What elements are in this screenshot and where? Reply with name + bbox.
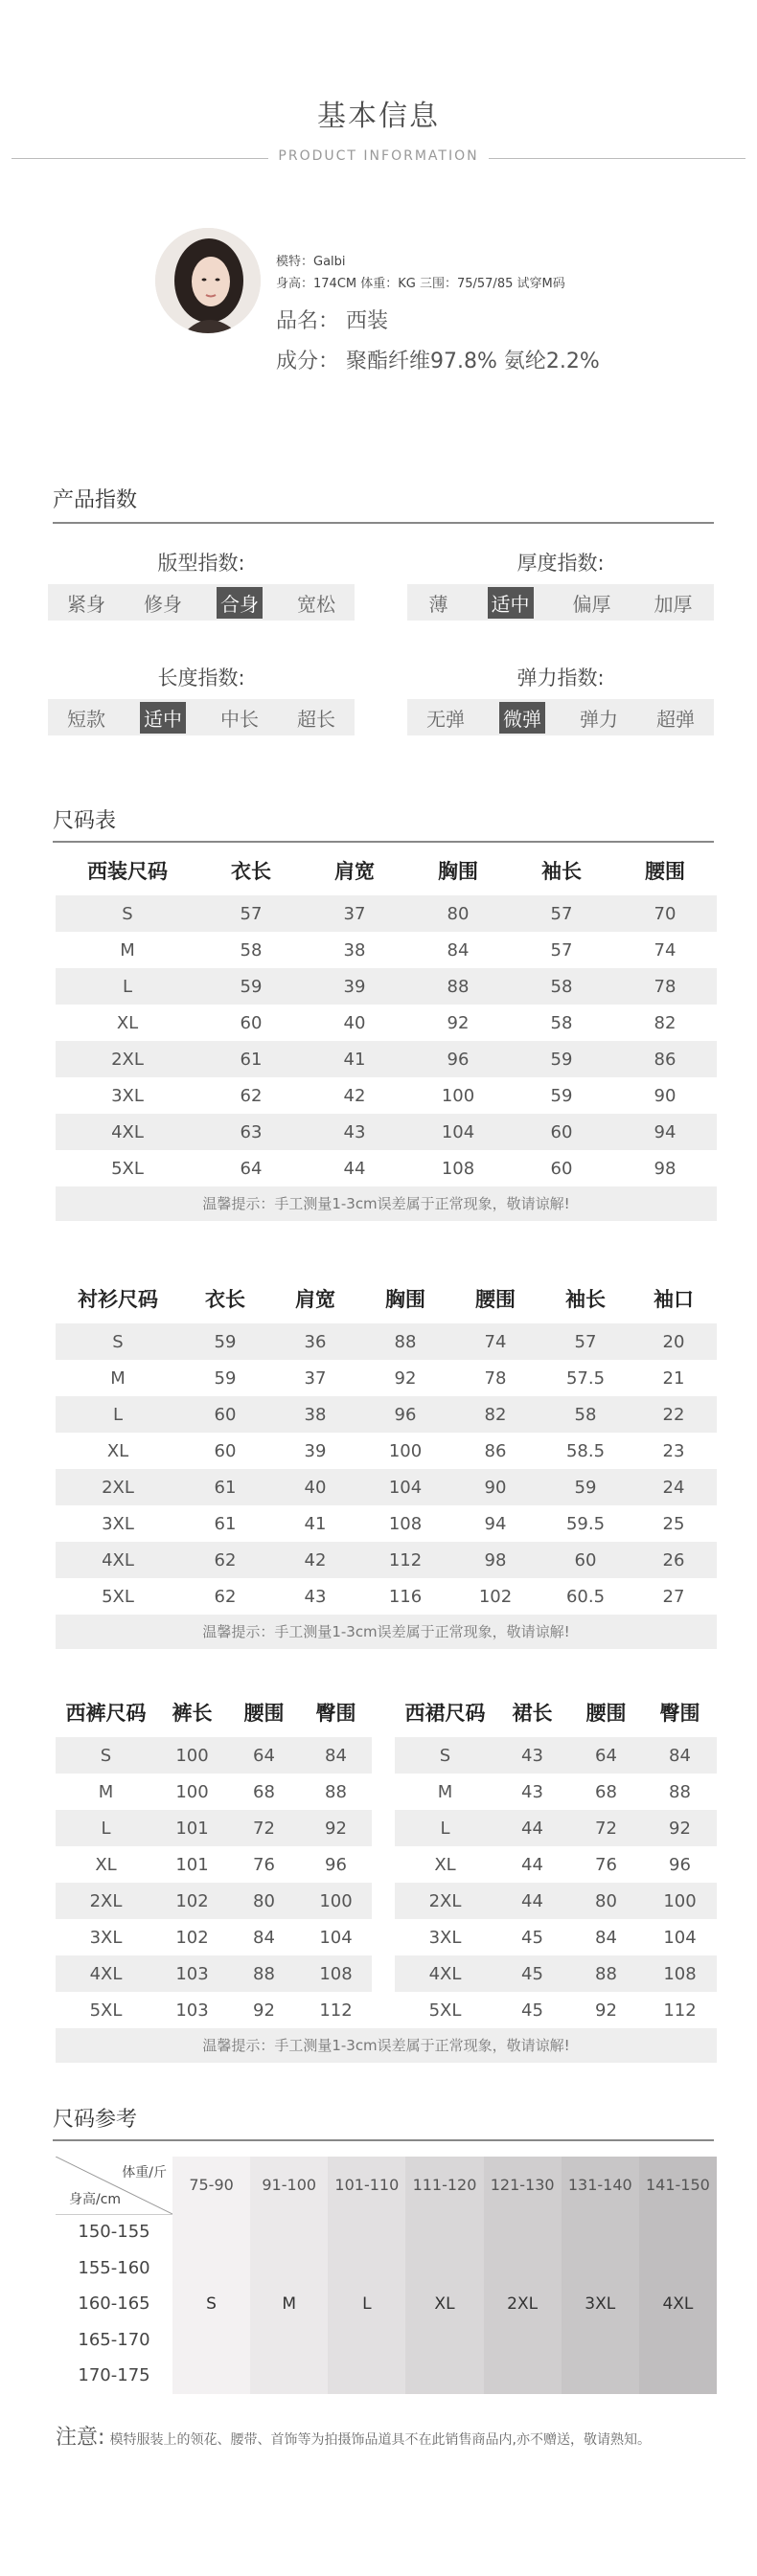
table-cell: 26 xyxy=(631,1542,717,1578)
table-cell: 100 xyxy=(300,1883,372,1919)
table-cell: 68 xyxy=(595,1781,617,1802)
table-cell: 43 xyxy=(304,1586,327,1607)
length-index-bar xyxy=(48,699,355,735)
table-cell: 59 xyxy=(214,1367,237,1389)
table-cell: L xyxy=(395,1810,495,1846)
table-cell: 57 xyxy=(540,1323,631,1360)
fit-index-label: 版型指数: xyxy=(157,552,245,575)
table-cell: 3XL xyxy=(111,1085,144,1106)
table-cell: 86 xyxy=(484,1440,507,1461)
height-range: 160-165 xyxy=(78,2294,150,2315)
skirt-size-table xyxy=(395,1687,717,2028)
fit-option-selected: 合身 xyxy=(217,587,263,619)
table-cell: 59 xyxy=(550,1085,573,1106)
column-header: 腰围 xyxy=(475,1288,516,1311)
table-cell: 5XL xyxy=(111,1158,144,1179)
table-cell: 41 xyxy=(303,1041,406,1077)
table-row xyxy=(56,1542,717,1578)
table-row xyxy=(56,1005,717,1041)
table-cell: 78 xyxy=(613,968,717,1005)
table-cell: 82 xyxy=(654,1012,677,1033)
table-row xyxy=(56,932,717,968)
table-cell: L xyxy=(56,1396,180,1433)
table-cell: M xyxy=(98,1781,114,1802)
table-row xyxy=(56,1114,717,1150)
table-cell: XL xyxy=(434,1854,456,1875)
table-cell: 23 xyxy=(662,1440,685,1461)
table-row xyxy=(56,1077,717,1114)
size-value: 3XL xyxy=(585,2294,616,2314)
column-header: 臀围 xyxy=(315,1702,356,1725)
reference-section-divider xyxy=(53,2139,714,2141)
size-section-title: 尺码表 xyxy=(53,809,117,833)
table-cell: 58 xyxy=(540,1396,631,1433)
table-row xyxy=(56,1433,717,1469)
table-cell: 64 xyxy=(569,1737,643,1774)
table-cell: 96 xyxy=(325,1854,347,1875)
table-cell: 84 xyxy=(300,1737,372,1774)
size-tip: 温馨提示：手工测量1-3cm误差属于正常现象，敬请谅解! xyxy=(56,1615,717,1649)
weight-range: 91-100 xyxy=(262,2176,317,2194)
table-cell: 60 xyxy=(510,1114,613,1150)
table-cell: 38 xyxy=(270,1396,360,1433)
table-cell: 112 xyxy=(360,1542,450,1578)
length-option: 超长 xyxy=(297,707,335,731)
table-row xyxy=(56,1505,717,1542)
table-cell: 43 xyxy=(521,1781,543,1802)
table-cell: 37 xyxy=(303,895,406,932)
table-cell: 4XL xyxy=(56,1955,156,1992)
table-row xyxy=(56,1469,717,1505)
table-cell: 94 xyxy=(613,1114,717,1150)
table-cell: 60 xyxy=(540,1542,631,1578)
table-cell: 57 xyxy=(550,939,573,960)
fit-index-bar xyxy=(48,584,355,621)
table-cell: 80 xyxy=(406,895,510,932)
table-cell: XL xyxy=(95,1854,117,1875)
elasticity-option: 弹力 xyxy=(580,707,618,731)
model-avatar xyxy=(155,228,261,333)
table-cell: 104 xyxy=(406,1114,510,1150)
product-name: 品名： 西装 xyxy=(276,309,388,333)
table-cell: 100 xyxy=(175,1781,209,1802)
table-cell: 37 xyxy=(304,1367,327,1389)
table-cell: 5XL xyxy=(428,2000,462,2021)
table-cell: 63 xyxy=(199,1114,303,1150)
column-header: 西裤尺码 xyxy=(65,1702,147,1725)
table-row xyxy=(395,1846,717,1883)
thickness-index-label: 厚度指数: xyxy=(516,552,605,575)
column-header: 衣长 xyxy=(231,860,271,883)
table-row xyxy=(56,1919,372,1955)
size-tip: 温馨提示：手工测量1-3cm误差属于正常现象，敬请谅解! xyxy=(56,2028,717,2063)
table-row xyxy=(56,1846,372,1883)
height-range: 165-170 xyxy=(78,2329,150,2350)
table-cell: 94 xyxy=(484,1513,507,1534)
shirt-size-table xyxy=(56,1274,717,1615)
table-cell: 88 xyxy=(569,1955,643,1992)
table-cell: 70 xyxy=(613,895,717,932)
table-cell: 38 xyxy=(343,939,366,960)
column-header: 肩宽 xyxy=(334,860,375,883)
table-cell: 74 xyxy=(654,939,677,960)
table-cell: 60.5 xyxy=(565,1586,606,1607)
table-cell: 108 xyxy=(388,1513,423,1534)
table-cell: 88 xyxy=(669,1781,691,1802)
fit-option: 宽松 xyxy=(297,592,335,616)
table-cell: 44 xyxy=(495,1883,569,1919)
table-row xyxy=(56,1992,372,2028)
table-cell: 58.5 xyxy=(565,1440,606,1461)
table-cell: 92 xyxy=(595,2000,617,2021)
table-cell: 41 xyxy=(304,1513,327,1534)
table-cell: 44 xyxy=(521,1854,543,1875)
table-row xyxy=(56,968,717,1005)
table-cell: 27 xyxy=(662,1586,685,1607)
suit-size-table xyxy=(56,846,717,1186)
table-cell: 90 xyxy=(450,1469,540,1505)
table-cell: 58 xyxy=(240,939,263,960)
weight-range: 111-120 xyxy=(412,2176,477,2194)
table-cell: 100 xyxy=(643,1883,717,1919)
table-cell: 86 xyxy=(613,1041,717,1077)
fit-option: 紧身 xyxy=(67,592,105,616)
table-cell: 3XL xyxy=(89,1927,123,1948)
table-cell: 88 xyxy=(406,968,510,1005)
table-cell: 45 xyxy=(521,2000,543,2021)
table-cell: 20 xyxy=(631,1323,717,1360)
page-title: 基本信息 xyxy=(317,100,440,133)
table-cell: 68 xyxy=(253,1781,275,1802)
table-cell: 88 xyxy=(228,1955,300,1992)
table-cell: 72 xyxy=(569,1810,643,1846)
table-row xyxy=(56,1323,717,1360)
table-cell: L xyxy=(56,1810,156,1846)
index-section-title: 产品指数 xyxy=(53,488,138,512)
table-cell: XL xyxy=(116,1012,139,1033)
column-header: 腰围 xyxy=(645,860,685,883)
table-row xyxy=(56,1810,372,1846)
table-cell: 92 xyxy=(253,2000,275,2021)
table-cell: 112 xyxy=(663,2000,697,2021)
table-cell: 116 xyxy=(388,1586,423,1607)
table-cell: 92 xyxy=(643,1810,717,1846)
table-cell: 101 xyxy=(175,1854,209,1875)
length-option: 中长 xyxy=(220,707,259,731)
table-cell: 108 xyxy=(441,1158,475,1179)
table-cell: 88 xyxy=(360,1323,450,1360)
fit-option: 修身 xyxy=(144,592,182,616)
table-cell: 59 xyxy=(180,1323,270,1360)
thickness-index-bar xyxy=(407,584,714,621)
column-header: 臀围 xyxy=(659,1702,700,1725)
reference-section-title: 尺码参考 xyxy=(53,2108,138,2132)
table-cell: 102 xyxy=(175,1927,209,1948)
table-cell: 103 xyxy=(156,1955,228,1992)
reference-corner xyxy=(56,2157,172,2215)
table-cell: 84 xyxy=(253,1927,275,1948)
table-cell: 92 xyxy=(394,1367,417,1389)
table-cell: 57.5 xyxy=(565,1367,606,1389)
table-cell: 64 xyxy=(240,1158,263,1179)
table-cell: 96 xyxy=(406,1041,510,1077)
column-header: 西裙尺码 xyxy=(404,1702,486,1725)
table-cell: 61 xyxy=(180,1469,270,1505)
table-cell: 112 xyxy=(319,2000,353,2021)
weight-range: 141-150 xyxy=(645,2176,710,2194)
table-row xyxy=(395,1955,717,1992)
weight-range: 131-140 xyxy=(567,2176,632,2194)
table-cell: 59.5 xyxy=(565,1513,606,1534)
table-cell: 2XL xyxy=(56,1883,156,1919)
table-cell: 78 xyxy=(484,1367,507,1389)
table-row xyxy=(395,1810,717,1846)
height-range: 170-175 xyxy=(78,2365,150,2386)
column-header: 肩宽 xyxy=(295,1288,335,1311)
table-cell: 104 xyxy=(319,1927,353,1948)
table-cell: 39 xyxy=(304,1440,327,1461)
thickness-option: 薄 xyxy=(428,592,448,616)
note-text: 模特服装上的领花、腰带、首饰等为拍摄饰品道具不在此销售商品内,亦不赠送，敬请熟知。 xyxy=(109,2432,651,2448)
table-cell: 96 xyxy=(669,1854,691,1875)
table-cell: 58 xyxy=(550,1012,573,1033)
product-composition: 成分： 聚酯纤维97.8% 氨纶2.2% xyxy=(276,350,600,373)
table-cell: 64 xyxy=(228,1737,300,1774)
table-cell: 84 xyxy=(447,939,470,960)
table-cell: 76 xyxy=(253,1854,275,1875)
elasticity-option-selected: 微弹 xyxy=(499,702,545,734)
column-header: 胸围 xyxy=(438,860,478,883)
table-cell: 40 xyxy=(270,1469,360,1505)
column-header: 胸围 xyxy=(385,1288,425,1311)
table-row xyxy=(56,1041,717,1077)
page-subtitle: PRODUCT INFORMATION xyxy=(0,148,757,164)
table-cell: 100 xyxy=(441,1085,475,1106)
table-cell: 80 xyxy=(569,1883,643,1919)
table-cell: 21 xyxy=(662,1367,685,1389)
table-row xyxy=(395,1883,717,1919)
table-cell: 43 xyxy=(495,1737,569,1774)
weight-range: 101-110 xyxy=(334,2176,400,2194)
column-header: 衣长 xyxy=(205,1288,245,1311)
table-cell: 45 xyxy=(521,1927,543,1948)
table-cell: 100 xyxy=(156,1737,228,1774)
size-value: M xyxy=(282,2294,297,2314)
table-cell: 58 xyxy=(510,968,613,1005)
table-cell: 2XL xyxy=(395,1883,495,1919)
table-cell: 62 xyxy=(180,1542,270,1578)
length-index-label: 长度指数: xyxy=(157,667,245,689)
table-row xyxy=(56,1396,717,1433)
table-cell: 84 xyxy=(595,1927,617,1948)
column-header: 袖口 xyxy=(654,1288,694,1311)
table-cell: 60 xyxy=(180,1396,270,1433)
size-value: XL xyxy=(434,2294,455,2314)
column-header: 衬衫尺码 xyxy=(78,1288,158,1311)
table-cell: 102 xyxy=(156,1883,228,1919)
table-cell: 45 xyxy=(495,1955,569,1992)
height-range: 155-160 xyxy=(78,2257,150,2278)
table-cell: 59 xyxy=(540,1469,631,1505)
model-name: 模特：Galbi xyxy=(276,255,346,269)
model-measurements: 身高：174CM 体重：KG 三围：75/57/85 试穿M码 xyxy=(276,277,565,291)
table-cell: 39 xyxy=(303,968,406,1005)
table-cell: 104 xyxy=(360,1469,450,1505)
elasticity-option: 无弹 xyxy=(426,707,465,731)
elasticity-index-bar xyxy=(407,699,714,735)
column-header: 袖长 xyxy=(541,860,582,883)
table-cell: 108 xyxy=(300,1955,372,1992)
column-header: 袖长 xyxy=(565,1288,606,1311)
table-cell: 42 xyxy=(343,1085,366,1106)
table-cell: 62 xyxy=(214,1586,237,1607)
length-option: 短款 xyxy=(67,707,105,731)
table-row xyxy=(395,1992,717,2028)
table-cell: 4XL xyxy=(56,1542,180,1578)
table-row xyxy=(56,1883,372,1919)
table-cell: M xyxy=(437,1781,453,1802)
table-cell: 25 xyxy=(662,1513,685,1534)
table-cell: 22 xyxy=(631,1396,717,1433)
table-cell: 36 xyxy=(270,1323,360,1360)
index-section-divider xyxy=(53,522,714,524)
table-cell: 60 xyxy=(214,1440,237,1461)
column-header: 西装尺码 xyxy=(87,860,168,883)
table-cell: 96 xyxy=(360,1396,450,1433)
table-cell: 88 xyxy=(325,1781,347,1802)
table-cell: 80 xyxy=(228,1883,300,1919)
table-cell: 92 xyxy=(300,1810,372,1846)
column-header: 裙长 xyxy=(512,1702,553,1725)
table-cell: 61 xyxy=(199,1041,303,1077)
table-cell: 59 xyxy=(199,968,303,1005)
table-cell: 3XL xyxy=(428,1927,462,1948)
table-cell: 82 xyxy=(450,1396,540,1433)
table-row xyxy=(56,895,717,932)
table-row xyxy=(56,1150,717,1186)
table-cell: M xyxy=(120,939,135,960)
table-row xyxy=(395,1737,717,1774)
table-cell: 5XL xyxy=(89,2000,123,2021)
table-cell: 4XL xyxy=(56,1114,199,1150)
table-row xyxy=(56,1737,372,1774)
size-value: L xyxy=(362,2294,372,2314)
column-header: 腰围 xyxy=(243,1702,285,1725)
elasticity-index-label: 弹力指数: xyxy=(516,667,605,689)
thickness-option: 偏厚 xyxy=(572,592,611,616)
table-cell: 57 xyxy=(510,895,613,932)
table-row xyxy=(395,1774,717,1810)
size-tip: 温馨提示：手工测量1-3cm误差属于正常现象，敬请谅解! xyxy=(56,1186,717,1221)
table-cell: 108 xyxy=(643,1955,717,1992)
table-cell: 76 xyxy=(595,1854,617,1875)
note-label: 注意: xyxy=(56,2426,105,2450)
table-cell: 62 xyxy=(240,1085,263,1106)
table-row xyxy=(56,1360,717,1396)
table-row xyxy=(56,1955,372,1992)
table-cell: 101 xyxy=(156,1810,228,1846)
size-reference-grid xyxy=(56,2157,717,2394)
table-cell: 44 xyxy=(495,1810,569,1846)
table-cell: S xyxy=(56,895,199,932)
table-cell: S xyxy=(56,1323,180,1360)
table-cell: 43 xyxy=(303,1114,406,1150)
table-cell: 74 xyxy=(450,1323,540,1360)
table-row xyxy=(56,1578,717,1615)
column-header: 裤长 xyxy=(172,1702,213,1725)
table-cell: 90 xyxy=(654,1085,677,1106)
table-cell: 60 xyxy=(240,1012,263,1033)
column-header: 腰围 xyxy=(585,1702,627,1725)
table-cell: 84 xyxy=(643,1737,717,1774)
table-cell: XL xyxy=(106,1440,129,1461)
thickness-option-selected: 适中 xyxy=(488,587,534,619)
table-cell: M xyxy=(110,1367,126,1389)
table-cell: 59 xyxy=(510,1041,613,1077)
table-cell: 98 xyxy=(450,1542,540,1578)
table-cell: L xyxy=(56,968,199,1005)
table-cell: 72 xyxy=(228,1810,300,1846)
footer-note xyxy=(56,2421,726,2451)
pants-size-table xyxy=(56,1687,372,2028)
table-cell: 40 xyxy=(343,1012,366,1033)
table-cell: S xyxy=(56,1737,156,1774)
table-cell: 98 xyxy=(654,1158,677,1179)
size-value: S xyxy=(206,2294,217,2314)
table-cell: 42 xyxy=(270,1542,360,1578)
table-cell: 2XL xyxy=(56,1041,199,1077)
weight-axis-label: 体重/斤 xyxy=(122,2165,167,2181)
size-value: 2XL xyxy=(507,2294,539,2314)
table-row xyxy=(56,1774,372,1810)
table-cell: 44 xyxy=(343,1158,366,1179)
table-cell: 2XL xyxy=(56,1469,180,1505)
table-cell: 5XL xyxy=(102,1586,134,1607)
table-cell: 3XL xyxy=(102,1513,134,1534)
table-cell: 57 xyxy=(199,895,303,932)
table-row xyxy=(395,1919,717,1955)
table-cell: 60 xyxy=(550,1158,573,1179)
length-option-selected: 适中 xyxy=(140,702,186,734)
table-cell: 102 xyxy=(478,1586,513,1607)
table-cell: 4XL xyxy=(395,1955,495,1992)
elasticity-option: 超弹 xyxy=(656,707,695,731)
size-value: 4XL xyxy=(662,2294,694,2314)
height-range: 150-155 xyxy=(78,2222,150,2242)
table-cell: 103 xyxy=(175,2000,209,2021)
thickness-option: 加厚 xyxy=(654,592,693,616)
weight-range: 121-130 xyxy=(490,2176,555,2194)
table-cell: 24 xyxy=(631,1469,717,1505)
table-cell: 61 xyxy=(214,1513,237,1534)
table-cell: 100 xyxy=(388,1440,423,1461)
table-cell: 104 xyxy=(663,1927,697,1948)
height-axis-label: 身高/cm xyxy=(69,2192,122,2207)
table-cell: 92 xyxy=(447,1012,470,1033)
weight-range: 75-90 xyxy=(189,2176,234,2194)
size-section-divider xyxy=(53,841,714,843)
table-cell: S xyxy=(395,1737,495,1774)
